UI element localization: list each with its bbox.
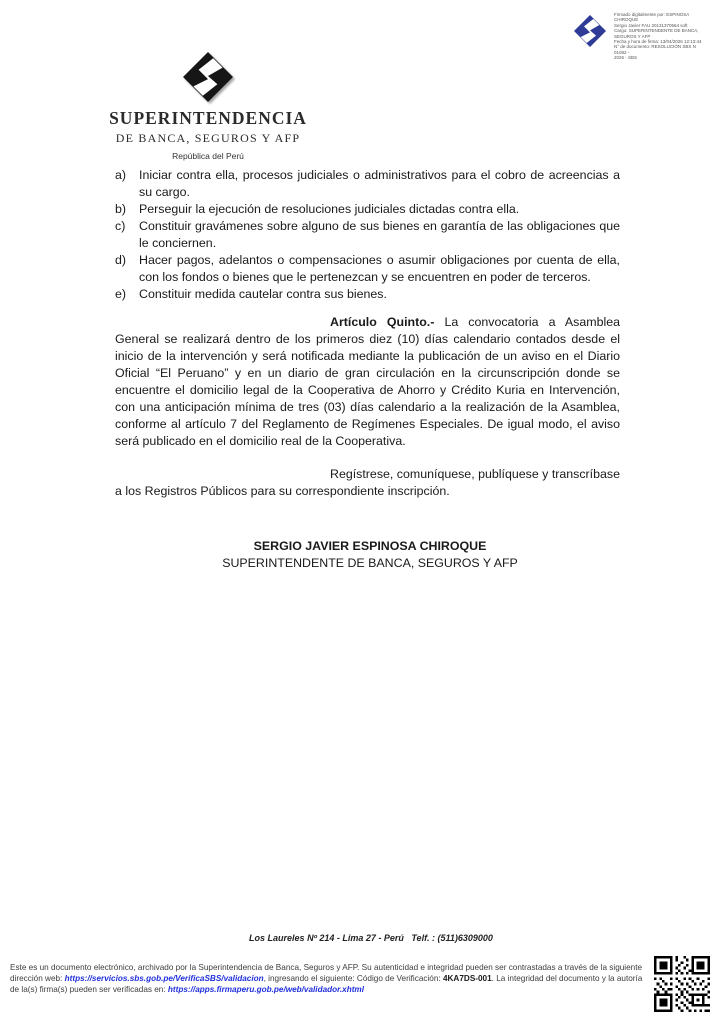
list-item [115,218,620,252]
org-subtitle: DE BANCA, SEGUROS Y AFP [115,131,301,145]
stamp-line: Sergio Javier FAU 20131370564 soft [614,22,688,28]
list-item-letter: e) [115,287,127,301]
list-item [115,286,620,303]
list-item-text: Hacer pagos, adelantos o compensaciones o asumir obligaciones por cuenta de ella, con los fondos o bienes que le pertenezcan y se encuentren en poder de terceros. [139,253,620,284]
verification-text-2: , ingresando el siguiente: Código de Verificación: [263,973,443,983]
sbs-logo-icon [183,52,233,102]
list-item-letter: d) [115,253,127,267]
verification-link-firmaperu[interactable]: https://apps.firmaperu.gob.pe/web/validador.xhtml [167,984,364,994]
verification-link-sbs[interactable]: https://servicios.sbs.gob.pe/VerificaSBS/validacion [64,973,264,983]
org-country: República del Perú [172,151,244,161]
verification-code: 4KA7DS-001 [442,973,492,983]
list-item [115,201,620,218]
list-item [115,167,620,201]
digital-signature-stamp [574,12,707,61]
articulo-quinto-paragraph [115,314,620,450]
stamp-line: SEGUROS Y AFP [614,33,651,39]
institution-logo-block [58,52,358,161]
list-item-text: Constituir medida cautelar contra sus bienes. [139,287,387,301]
stamp-line: 2026 - SBS [614,55,638,61]
stamp-line: Cargo: SUPERINTENDENTE DE BANCA, [614,28,699,34]
list-item-text: Perseguir la ejecución de resoluciones judiciales dictadas contra ella. [139,202,520,216]
verification-text-1: Este es un documento electrónico, archivado por la Superintendencia de Banca, Seguros y AFP. Su autenticidad e integridad pueden ser contrastadas a través de la siguiente dirección web: [10,963,643,983]
articulo-quinto-label: Artículo Quinto.- [330,315,435,329]
verification-notice [10,963,650,995]
registrese-paragraph: Regístrese, comuníquese, publíquese y transcríbase a los Registros Públicos para su correspondiente inscripción. [115,467,620,498]
signatory-name: SERGIO JAVIER ESPINOSA CHIROQUE [253,539,487,553]
signatory-title: SUPERINTENDENTE DE BANCA, SEGUROS Y AFP [222,556,518,570]
list-item-letter: b) [115,202,127,216]
sbs-diamond-icon [574,15,606,47]
list-item-text: Iniciar contra ella, procesos judiciales o administrativos para el cobro de acreencias a su cargo. [139,168,620,199]
footer-address: Los Laureles Nº 214 - Lima 27 - Perú Telf. : (511)6309000 [249,933,493,943]
org-name: SUPERINTENDENCIA [109,108,307,128]
list-item [115,252,620,286]
document-body [115,167,620,500]
list-item-text: Constituir gravámenes sobre alguno de sus bienes en garantía de las obligaciones que le conciernen. [139,219,620,250]
stamp-line: Firmado digitalmente por: ESPINOSA CHIROQUE [614,12,690,23]
lettered-list [115,167,620,303]
list-item-letter: c) [115,219,126,233]
articulo-quinto-text: La convocatoria a Asamblea General se realizará dentro de los primeros diez (10) días calendario contados desde el inicio de la intervención y será notificada mediante la publicación de un aviso en el Diario Oficial “El Peruano” y en un diario de gran circulación en la circunscripción donde se encuentre el domicilio legal de la Cooperativa de Ahorro y Crédito Kuria en Intervención, con una anticipación mínima de tres (03) días calendario a la realización de la Asamblea, conforme al artículo 7 del Reglamento de Regímenes Especiales. De igual modo, el aviso será publicado en el domicilio real de la Cooperativa. [115,315,620,448]
stamp-line: Fecha y hora de firma: 13/04/2026 12:13:44 [614,39,702,45]
list-item-letter: a) [115,168,127,182]
qr-code [654,956,710,1012]
signatory-block [8,538,724,572]
verification-text-3: . La integridad del documento y la autoría de la(s) firma(s) pueden ser verificadas en: [10,973,643,994]
signature-stamp-text [614,12,707,61]
stamp-line: N° de documento: RESOLUCIÓN SBS N 01082 - [614,44,696,55]
